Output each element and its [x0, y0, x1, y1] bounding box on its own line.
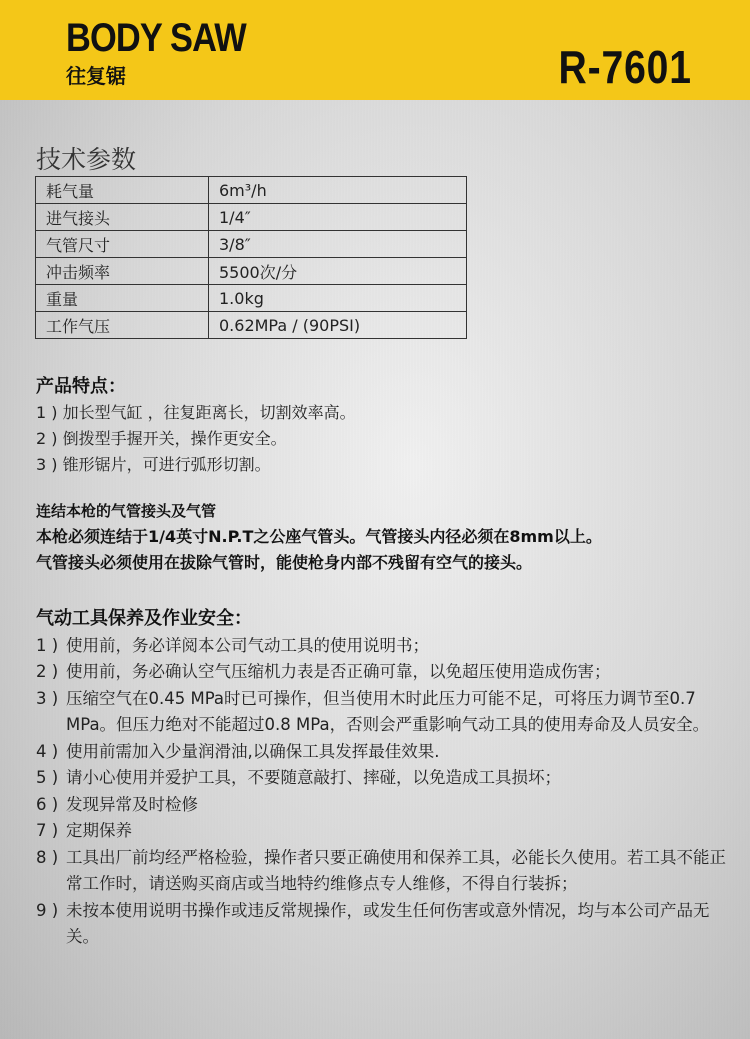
item-number: 3 ) — [36, 688, 59, 708]
header-banner — [0, 0, 750, 100]
list-item — [36, 765, 726, 792]
table-row — [36, 285, 467, 312]
spec-value: 1.0kg — [209, 285, 467, 312]
list-item: 1 ) 加长型气缸 ，往复距离长，切割效率高。 — [36, 403, 356, 422]
list-item — [36, 739, 726, 766]
list-item — [36, 898, 726, 951]
list-item — [36, 818, 726, 845]
item-number: 4 ) — [36, 741, 59, 761]
item-number: 9 ) — [36, 900, 59, 920]
spec-value: 3/8″ — [209, 231, 467, 258]
spec-key: 重量 — [36, 285, 209, 312]
list-item — [36, 633, 726, 660]
item-text: 发现异常及时检修 — [66, 794, 198, 814]
connection-section — [36, 498, 726, 576]
table-row — [36, 204, 467, 231]
item-text: 未按本使用说明书操作或违反常规操作，或发生任何伤害或意外情况，均与本公司产品无关。 — [66, 900, 710, 946]
list-item — [36, 792, 726, 819]
spec-table — [35, 176, 467, 339]
spec-value: 6m³/h — [209, 177, 467, 204]
item-number: 1 ) — [36, 635, 59, 655]
item-text: 压缩空气在0.45 MPa时已可操作，但当使用木时此压力可能不足，可将压力调节至0.7 MPa。但压力绝对不能超过0.8 MPa，否则会严重影响气动工具的使用寿命及人员安全。 — [66, 688, 710, 734]
list-item: 3 ) 锥形锯片，可进行弧形切割。 — [36, 455, 271, 474]
spec-value: 5500次/分 — [209, 258, 467, 285]
item-number: 7 ) — [36, 821, 59, 840]
item-text: 使用前，务必详阅本公司气动工具的使用说明书； — [66, 635, 429, 655]
connection-line: 气管接头必须使用在拔除气管时，能使枪身内部不残留有空气的接头。 — [36, 553, 533, 572]
item-number: 2 ) — [36, 662, 59, 681]
item-number: 5 ) — [36, 768, 59, 787]
features-title: 产品特点： — [36, 376, 126, 397]
safety-title: 气动工具保养及作业安全： — [36, 608, 252, 629]
spec-value: 0.62MPa / (90PSI) — [209, 312, 467, 339]
spec-value: 1/4″ — [209, 204, 467, 231]
spec-key: 气管尺寸 — [36, 231, 209, 258]
table-row — [36, 231, 467, 258]
product-name-cn: 往复锯 — [66, 64, 126, 88]
list-item: 2 ) 倒拨型手握开关，操作更安全。 — [36, 429, 287, 448]
list-item — [36, 845, 726, 898]
spec-title: 技术参数 — [36, 145, 137, 174]
item-text: 使用前需加入少量润滑油,以确保工具发挥最佳效果. — [66, 741, 440, 761]
spec-key: 工作气压 — [36, 312, 209, 339]
list-item — [36, 659, 726, 686]
table-row — [36, 258, 467, 285]
spec-key: 进气接头 — [36, 204, 209, 231]
item-number: 8 ) — [36, 847, 59, 867]
features-section — [36, 374, 356, 478]
table-row — [36, 177, 467, 204]
model-number: R-7601 — [558, 41, 692, 93]
item-text: 定期保养 — [66, 821, 132, 840]
item-text: 使用前，务必确认空气压缩机力表是否正确可靠，以免超压使用造成伤害； — [66, 662, 611, 681]
item-text: 工具出厂前均经严格检验，操作者只要正确使用和保养工具，必能长久使用。若工具不能正常工作时，请送购买商店或当地特约维修点专人维修，不得自行装拆； — [66, 847, 726, 893]
spec-key: 冲击频率 — [36, 258, 209, 285]
connection-title: 连结本枪的气管接头及气管 — [36, 502, 217, 520]
product-name-en: BODY SAW — [66, 16, 246, 60]
safety-section — [36, 606, 726, 951]
item-text: 请小心使用并爱护工具，不要随意敲打、摔碰，以免造成工具损坏； — [66, 768, 561, 787]
spec-key: 耗气量 — [36, 177, 209, 204]
connection-line: 本枪必须连结于1/4英寸N.P.T之公座气管头。气管接头内径必须在8mm以上。 — [36, 527, 602, 546]
list-item — [36, 686, 726, 739]
table-row — [36, 312, 467, 339]
item-number: 6 ) — [36, 794, 59, 814]
